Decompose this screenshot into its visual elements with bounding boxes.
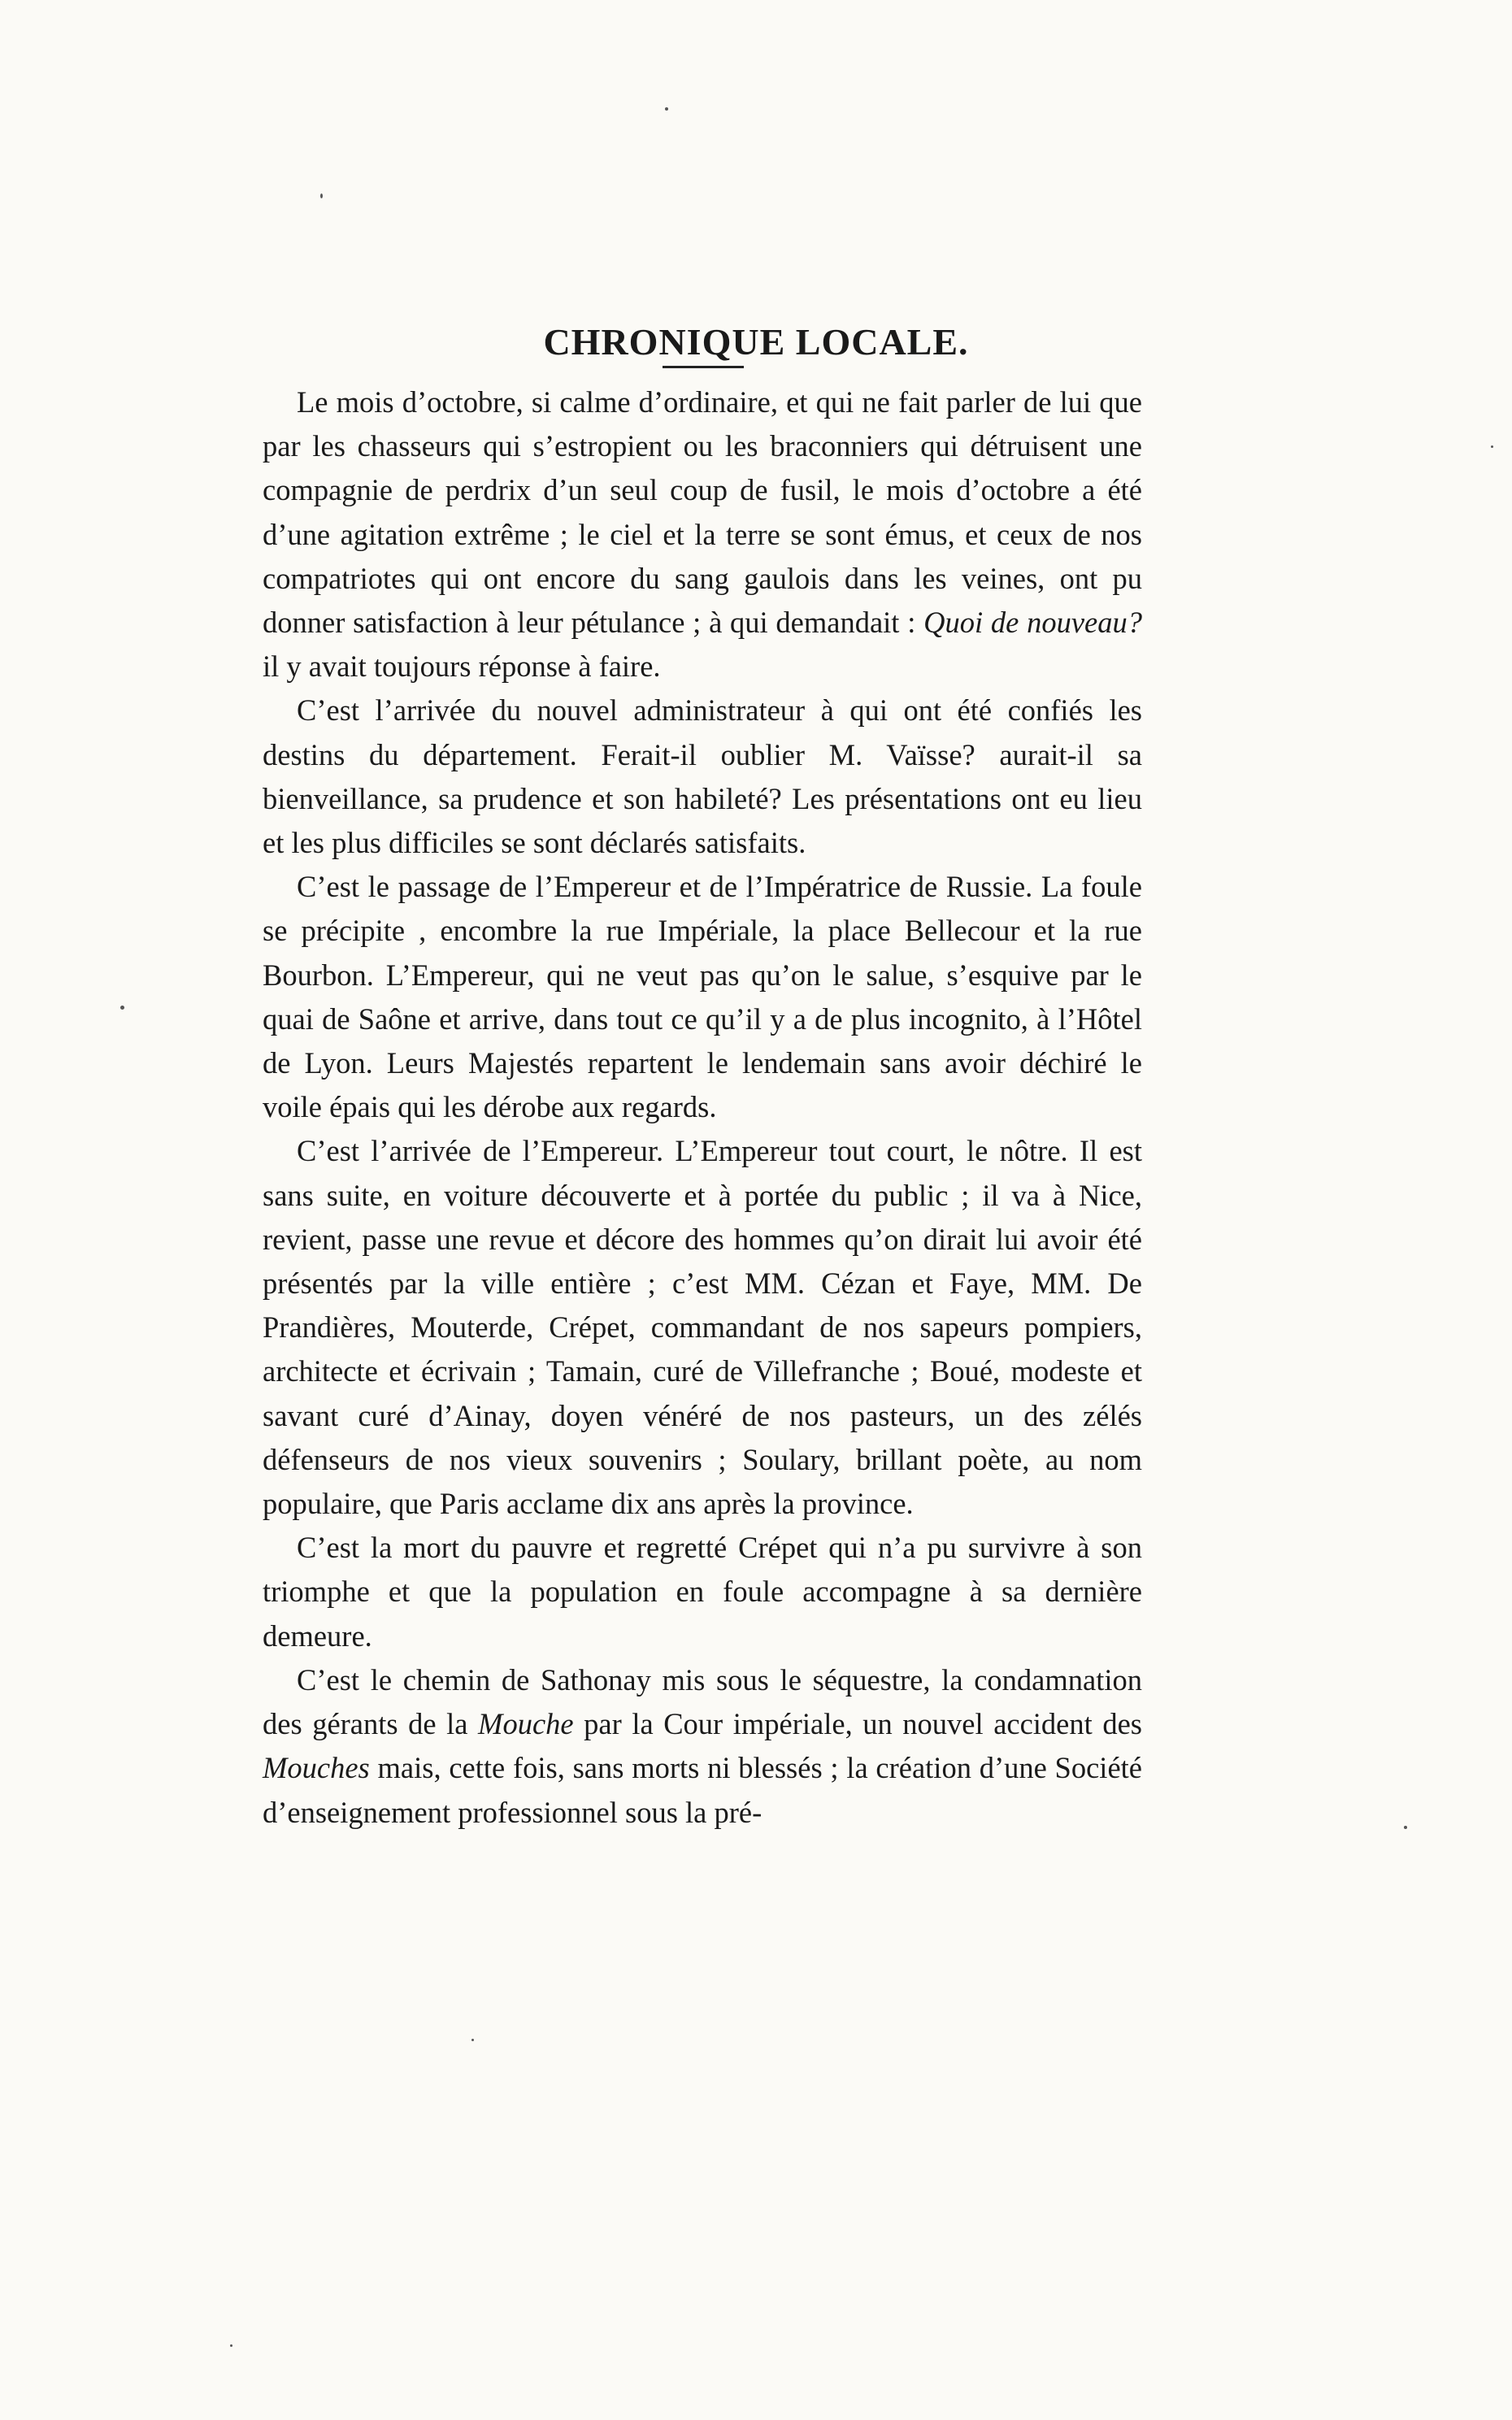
paragraph-1-part-b: il y avait toujours réponse à faire. <box>263 650 661 684</box>
page-title: CHRONIQUE LOCALE. <box>543 320 969 363</box>
paper-speck <box>471 2039 474 2041</box>
paper-speck <box>665 107 668 111</box>
paper-speck <box>1404 1826 1407 1829</box>
paragraph-6-part-b: par la Cour impériale, un nouvel accident des <box>573 1707 1142 1741</box>
paper-speck <box>230 2344 232 2347</box>
paper-speck <box>1491 445 1493 448</box>
article-body <box>263 380 1142 1835</box>
paragraph-6 <box>263 1658 1142 1835</box>
paper-speck <box>320 193 323 198</box>
title-rule <box>663 366 744 368</box>
paragraph-4: C’est l’arrivée de l’Empereur. L’Empereur tout court, le nôtre. Il est sans suite, en voiture découverte et à portée du public ; il va à Nice, revient, passe une revue et décore des hommes qu’on dirait lui avoir été présentés par la ville entière ; c’est MM. Cézan et Faye, MM. De Prandières, Mouterde, Crépet, commandant de nos sapeurs pompiers, architecte et écrivain ; Tamain, curé de Villefranche ; Boué, modeste et savant curé d’Ainay, doyen vénéré de nos pasteurs, un des zélés défenseurs de nos vieux souvenirs ; Soulary, brillant poète, au nom populaire, que Paris acclame dix ans après la province. <box>263 1134 1142 1521</box>
paragraph-1 <box>263 380 1142 689</box>
paragraph-6-part-a: C’est le chemin de Sathonay mis sous le séquestre, la condamnation des gérants de la <box>263 1662 1142 1741</box>
paragraph-6-italic-1: Mouche <box>478 1707 574 1741</box>
paragraph-1-italic: Quoi de nouveau? <box>923 606 1142 640</box>
paper-speck <box>120 1006 124 1010</box>
paragraph-5: C’est la mort du pauvre et regretté Crépet qui n’a pu survivre à son triomphe et que la population en foule accompagne à sa dernière demeure. <box>263 1531 1142 1653</box>
paragraph-6-italic-2: Mouches <box>263 1751 370 1785</box>
paragraph-1-part-a: Le mois d’octobre, si calme d’ordinaire, et qui ne fait parler de lui que par les chasseurs qui s’estropient ou les braconniers qui détruisent une compagnie de perdrix d’un seul coup de fusil, le mois d’octobre a été d’une agitation extrême ; le ciel et la terre se sont émus, et ceux de nos compatriotes qui ont encore du sang gaulois dans les veines, ont pu donner satisfaction à leur pétulance ; à qui demandait : <box>263 385 1142 640</box>
paragraph-3: C’est le passage de l’Empereur et de l’Impératrice de Russie. La foule se précipite , encombre la rue Impériale, la place Bellecour et la rue Bourbon. L’Empereur, qui ne veut pas qu’on le salue, s’esquive par le quai de Saône et arrive, dans tout ce qu’il y a de plus incognito, à l’Hôtel de Lyon. Leurs Majestés repartent le lendemain sans avoir déchiré le voile épais qui les dérobe aux regards. <box>263 870 1142 1124</box>
paragraph-2: C’est l’arrivée du nouvel administrateur à qui ont été confiés les destins du département. Ferait-il oublier M. Vaïsse? aurait-il sa bienveillance, sa prudence et son habileté? Les présentations ont eu lieu et les plus difficiles se sont déclarés satisfaits. <box>263 693 1142 860</box>
paragraph-6-part-c: mais, cette fois, sans morts ni blessés ; la création d’une Société d’enseignement professionnel sous la pré- <box>263 1751 1142 1829</box>
